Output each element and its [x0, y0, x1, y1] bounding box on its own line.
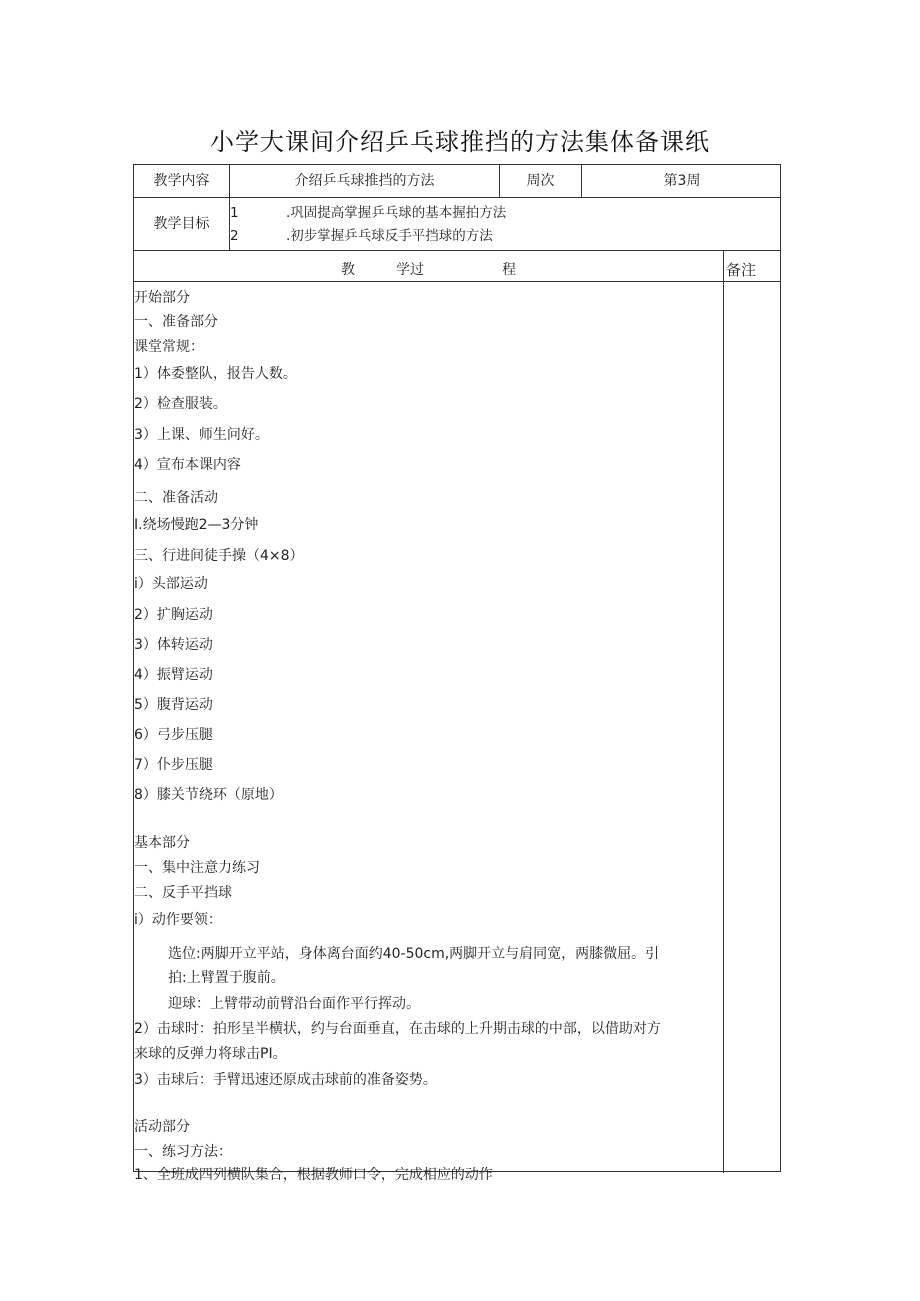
process-line: 1）体委整队，报告人数。 — [134, 366, 297, 382]
process-line: 2）击球时：拍形呈半横状，约与台面垂直，在击球的上升期击球的中部，以借助对方 — [134, 1021, 661, 1037]
process-line: 活动部分 — [134, 1119, 190, 1135]
process-line: 5）腹背运动 — [134, 697, 213, 713]
content-value: 介绍乒乓球推挡的方法 — [294, 173, 435, 189]
process-line: 来球的反弹力将球击PI。 — [134, 1046, 287, 1062]
remark-header: 备注 — [726, 261, 757, 279]
process-line: i）头部运动 — [134, 576, 208, 592]
row-divider — [134, 197, 780, 198]
process-line: i）动作要领： — [134, 912, 222, 928]
process-line: 三、行进间徒手操（4×8） — [134, 548, 304, 564]
process-line: 2）检查服装。 — [134, 396, 227, 412]
goal-item: 2 .初步掌握乒乓球反手平挡球的方法 — [230, 228, 493, 244]
row-divider — [134, 281, 780, 282]
page-title: 小学大课间介绍乒乓球推挡的方法集体备课纸 — [210, 128, 710, 156]
lesson-plan-table — [133, 164, 781, 1183]
process-line: 2）扩胸运动 — [134, 607, 213, 623]
process-header-part: 学过 — [396, 262, 424, 278]
process-line: 3）上课、师生问好。 — [134, 427, 269, 443]
process-line: 4）振臂运动 — [134, 667, 213, 683]
process-line: 二、反手平挡球 — [134, 885, 232, 901]
process-line: 1、全班成四列横队集合，根据教师口令，完成相应的动作 — [134, 1167, 493, 1183]
process-line: 4）宣布本课内容 — [134, 457, 241, 473]
row-divider — [134, 250, 780, 251]
process-line: 8）膝关节绕环（原地） — [134, 787, 283, 803]
goals-label: 教学目标 — [153, 216, 210, 232]
col-divider — [723, 250, 724, 1173]
process-line: I.绕场慢跑2—3分钟 — [134, 517, 259, 533]
process-line: 3）击球后：手臂迅速还原成击球前的准备姿势。 — [134, 1072, 437, 1088]
process-line: 一、练习方法： — [134, 1144, 232, 1160]
process-line: 7）仆步压腿 — [134, 757, 213, 773]
process-line: 迎球：上臂带动前臂沿台面作平行挥动。 — [168, 996, 420, 1012]
process-line: 课堂常规： — [134, 339, 204, 355]
process-header-part: 教 — [341, 262, 355, 278]
process-line: 一、集中注意力练习 — [134, 860, 260, 876]
process-line: 3）体转运动 — [134, 637, 213, 653]
process-line: 6）弓步压腿 — [134, 727, 213, 743]
process-line: 基本部分 — [134, 835, 190, 851]
process-header-part: 程 — [502, 262, 516, 278]
content-label: 教学内容 — [153, 173, 210, 189]
process-line: 选位:两脚开立平站，身体离台面约40-50cm,两脚开立与肩同宽，两膝微屈。引 — [168, 946, 660, 962]
process-line: 二、准备活动 — [134, 490, 218, 506]
goal-item: 1 .巩固提高掌握乒乓球的基本握拍方法 — [230, 205, 507, 221]
process-line: 拍:上臂置于腹前。 — [168, 970, 285, 986]
process-line: 开始部分 — [134, 290, 190, 306]
week-label: 周次 — [526, 173, 555, 189]
week-value: 第3周 — [663, 173, 701, 189]
process-line: 一、准备部分 — [134, 314, 218, 330]
